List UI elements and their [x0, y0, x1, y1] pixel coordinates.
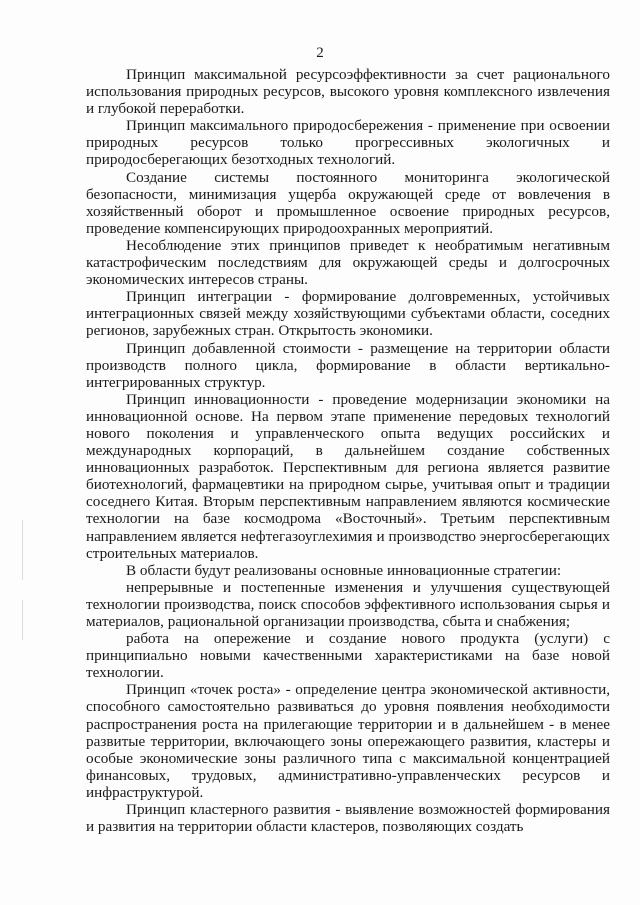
paragraph-new-product: работа на опережение и создание нового продукта (услуги) с принципиально новыми качественными характеристиками на базе новой технологии.: [86, 630, 610, 682]
paragraph-continuous-improvement: непрерывные и постепенные изменения и улучшения существующей технологии производства, поиск способов эффективного использования сырья и материалов, рациональной организации производства, сбыта и снабжения;: [86, 578, 610, 630]
paragraph-innovation: Принцип инновационности - проведение модернизации экономики на инновационной основе. На первом этапе применение передовых технологий нового поколения и управленческого опыта ведущих российских и международных корпораций, в дальнейшем создание собственных инновационных разработок. Перспективным для региона является развитие биотехнологий, фармацевтики на природном сырье, учитывая опыт и традиции соседнего Китая. Вторым перспективным направлением являются космические технологии на базе космодрома «Восточный». Третьим перспективным направлением является нефтегазоуглехимия и производство энергосберегающих строительных материалов.: [86, 390, 610, 562]
scan-artifact-line: [22, 520, 23, 580]
scan-artifact-line: [22, 600, 23, 640]
paragraph-nature-saving: Принцип максимального природосбережения - применение при освоении природных ресурсов только прогрессивных экологичных и природосберегающих безотходных технологий.: [86, 117, 610, 169]
paragraph-non-compliance: Несоблюдение этих принципов приведет к необратимым негативным катастрофическим последствиям для окружающей среды и долгосрочных экономических интересов страны.: [86, 236, 610, 289]
paragraph-integration: Принцип интеграции - формирование долговременных, устойчивых интеграционных связей между хозяйствующими субъектами области, соседних регионов, зарубежных стран. Открытость экономики.: [86, 288, 610, 340]
paragraph-monitoring-system: Создание системы постоянного мониторинга экологической безопасности, минимизация ущерба окружающей среде от вовлечения в хозяйственный оборот и промышленное освоение природных ресурсов, проведение компенсирующих природоохранных мероприятий.: [86, 168, 610, 237]
document-body: [86, 66, 610, 835]
page-number: 2: [316, 45, 324, 61]
paragraph-resource-efficiency: Принцип максимальной ресурсоэффективности за счет рационального использования природных ресурсов, высокого уровня комплексного извлечения и глубокой переработки.: [86, 66, 610, 118]
paragraph-growth-points: Принцип «точек роста» - определение центра экономической активности, способного самостоятельно развиваться до уровня появления необходимости распространения роста на прилегающие территории и в дальнейшем - в менее развитые территории, включающего зоны опережающего развития, кластеры и особые экономические зоны различного типа с максимальной концентрацией финансовых, трудовых, административно-управленческих ресурсов и инфраструктурой.: [86, 681, 610, 801]
paragraph-cluster-development: Принцип кластерного развития - выявление возможностей формирования и развития на территории области кластеров, позволяющих создать: [86, 801, 610, 836]
paragraph-innovation-strategies: В области будут реализованы основные инновационные стратегии:: [126, 561, 562, 579]
paragraph-added-value: Принцип добавленной стоимости - размещение на территории области производств полного цикла, формирование в области вертикально-интегрированных структур.: [86, 339, 610, 391]
